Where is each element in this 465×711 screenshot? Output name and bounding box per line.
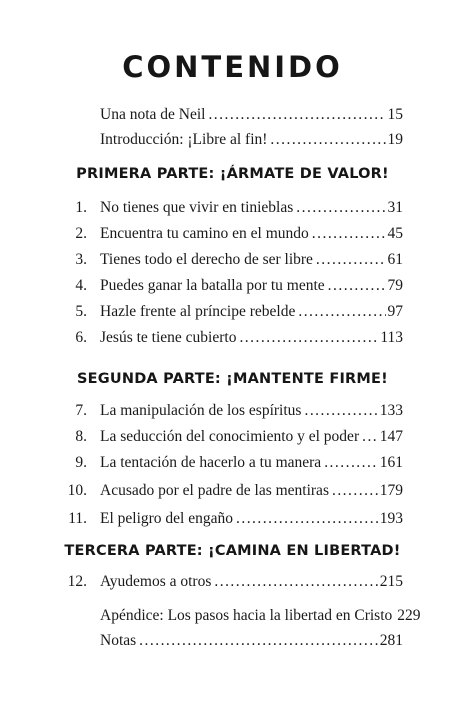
dot-leader (332, 482, 378, 500)
chapter-title: Hazle frente al príncipe rebelde (100, 303, 296, 320)
chapter-page: 97 (387, 303, 403, 320)
toc-chapter-row (0, 454, 465, 474)
dot-leader (362, 428, 378, 446)
toc-entry (0, 131, 465, 151)
chapter-title: La seducción del conocimiento y el poder (100, 428, 360, 445)
chapter-title: Jesús te tiene cubierto (100, 329, 237, 346)
chapter-number: 12. (67, 573, 87, 590)
toc-entry (0, 632, 465, 652)
page-title: CONTENIDO (122, 50, 343, 84)
toc-entry-title: Una nota de Neil (100, 106, 206, 123)
chapter-page: 31 (387, 199, 403, 216)
dot-leader (270, 131, 385, 149)
chapter-page: 45 (387, 225, 403, 242)
chapter-number: 5. (75, 303, 87, 320)
toc-chapter-row (0, 428, 465, 448)
toc-entry-page: 281 (379, 632, 403, 649)
chapter-title: La manipulación de los espíritus (100, 402, 302, 419)
dot-leader (316, 251, 386, 269)
toc-chapter-row (0, 510, 465, 530)
chapter-page: 79 (387, 277, 403, 294)
chapter-page: 113 (380, 329, 403, 346)
chapter-title: El peligro del engaño (100, 510, 233, 527)
chapter-number: 7. (75, 402, 87, 419)
chapter-title: No tienes que vivir en tinieblas (100, 199, 294, 216)
dot-leader (304, 402, 377, 420)
chapter-number: 11. (68, 510, 87, 527)
toc-chapter-row (0, 277, 465, 297)
toc-entry (0, 106, 465, 126)
toc-chapter-row (0, 199, 465, 219)
dot-leader (214, 573, 377, 591)
toc-entry-title: Apéndice: Los pasos hacia la libertad en Cristo (100, 607, 393, 624)
dot-leader (328, 277, 386, 295)
part-heading: PRIMERA PARTE: ¡ÁRMATE DE VALOR! (76, 166, 389, 182)
chapter-title: La tentación de hacerlo a tu manera (100, 454, 322, 471)
chapter-title: Acusado por el padre de las mentiras (100, 482, 329, 499)
toc-chapter-row (0, 251, 465, 271)
toc-entry-page: 19 (387, 131, 403, 148)
part-heading: TERCERA PARTE: ¡CAMINA EN LIBERTAD! (64, 543, 401, 559)
chapter-number: 8. (75, 428, 87, 445)
dot-leader (236, 510, 378, 528)
toc-chapter-row (0, 329, 465, 349)
dot-leader (312, 225, 386, 243)
chapter-number: 9. (75, 454, 87, 471)
toc-entry-page: 229 (397, 607, 421, 624)
chapter-number: 2. (75, 225, 87, 242)
chapter-number: 10. (67, 482, 87, 499)
chapter-title: Tienes todo el derecho de ser libre (100, 251, 313, 268)
part-heading: SEGUNDA PARTE: ¡MANTENTE FIRME! (77, 371, 388, 387)
chapter-page: 161 (379, 454, 403, 471)
toc-chapter-row (0, 482, 465, 502)
toc-entry (0, 607, 465, 627)
toc-chapter-row (0, 402, 465, 422)
dot-leader (296, 199, 385, 217)
chapter-page: 147 (379, 428, 403, 445)
dot-leader (139, 632, 378, 650)
chapter-number: 6. (75, 329, 87, 346)
chapter-number: 4. (75, 277, 87, 294)
chapter-page: 193 (379, 510, 403, 527)
chapter-page: 215 (379, 573, 403, 590)
dot-leader (324, 454, 378, 472)
toc-entry-title: Notas (100, 632, 137, 649)
chapter-page: 61 (387, 251, 403, 268)
toc-entry-title: Introducción: ¡Libre al fin! (100, 131, 268, 148)
chapter-page: 179 (379, 482, 403, 499)
dot-leader (298, 303, 385, 321)
dot-leader (239, 329, 378, 347)
chapter-title: Encuentra tu camino en el mundo (100, 225, 309, 242)
chapter-page: 133 (379, 402, 403, 419)
chapter-title: Puedes ganar la batalla por tu mente (100, 277, 325, 294)
toc-chapter-row (0, 303, 465, 323)
toc-chapter-row (0, 573, 465, 593)
chapter-number: 1. (75, 199, 87, 216)
dot-leader (208, 106, 385, 124)
toc-entry-page: 15 (387, 106, 403, 123)
toc-chapter-row (0, 225, 465, 245)
chapter-title: Ayudemos a otros (100, 573, 212, 590)
chapter-number: 3. (75, 251, 87, 268)
